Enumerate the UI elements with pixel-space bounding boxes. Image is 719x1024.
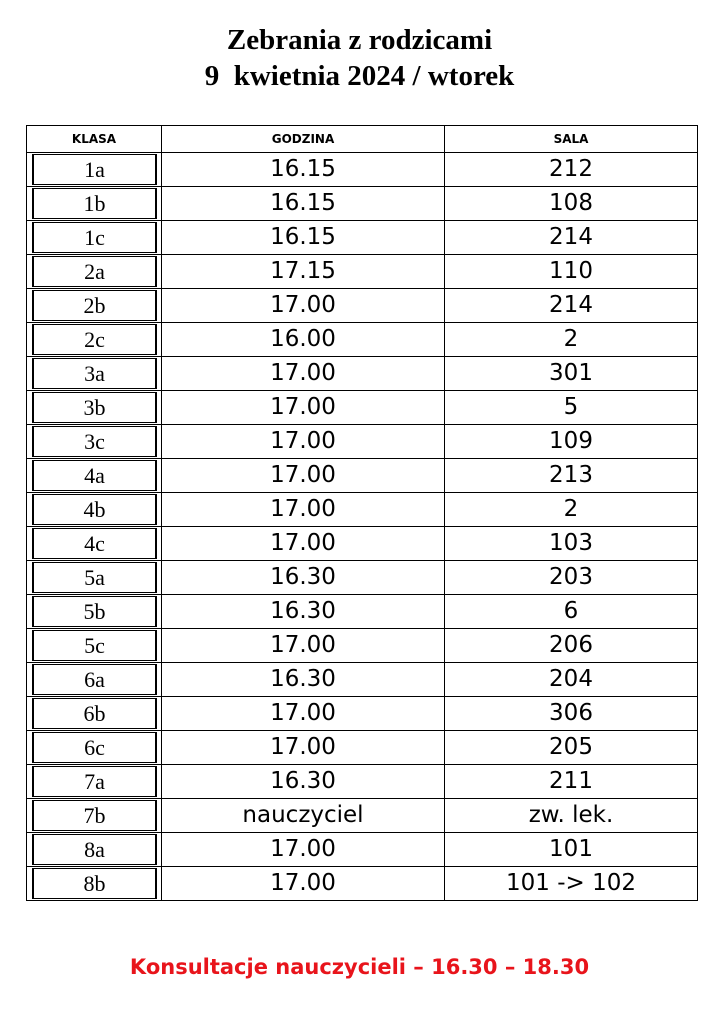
cell-sala: 213 xyxy=(445,459,698,493)
class-label: 1c xyxy=(32,222,157,253)
cell-klasa xyxy=(27,595,162,629)
cell-godzina: 16.00 xyxy=(162,323,445,357)
cell-klasa xyxy=(27,425,162,459)
class-label: 8b xyxy=(32,868,157,899)
cell-godzina: 17.00 xyxy=(162,867,445,901)
cell-godzina: 16.30 xyxy=(162,595,445,629)
cell-sala: 101 xyxy=(445,833,698,867)
cell-godzina: 17.15 xyxy=(162,255,445,289)
cell-klasa xyxy=(27,663,162,697)
class-label: 1a xyxy=(32,154,157,185)
cell-sala: 108 xyxy=(445,187,698,221)
table-row xyxy=(27,153,698,187)
cell-klasa xyxy=(27,629,162,663)
class-label: 2b xyxy=(32,290,157,321)
class-label: 1b xyxy=(32,188,157,219)
class-label: 5a xyxy=(32,562,157,593)
column-header-sala: SALA xyxy=(445,126,698,153)
table-row xyxy=(27,561,698,595)
cell-klasa xyxy=(27,833,162,867)
cell-sala: 109 xyxy=(445,425,698,459)
cell-sala: 206 xyxy=(445,629,698,663)
cell-sala: 2 xyxy=(445,493,698,527)
cell-godzina: 17.00 xyxy=(162,629,445,663)
class-label: 8a xyxy=(32,834,157,865)
table-row xyxy=(27,187,698,221)
cell-godzina: 17.00 xyxy=(162,697,445,731)
table-row xyxy=(27,697,698,731)
cell-klasa xyxy=(27,153,162,187)
class-label: 4a xyxy=(32,460,157,491)
cell-klasa xyxy=(27,493,162,527)
cell-sala: 306 xyxy=(445,697,698,731)
class-label: 2a xyxy=(32,256,157,287)
cell-sala: 2 xyxy=(445,323,698,357)
class-label: 5b xyxy=(32,596,157,627)
cell-godzina: 17.00 xyxy=(162,731,445,765)
cell-godzina: 16.15 xyxy=(162,153,445,187)
class-label: 7a xyxy=(32,766,157,797)
cell-godzina: 17.00 xyxy=(162,833,445,867)
schedule-body xyxy=(27,153,698,901)
cell-sala: 204 xyxy=(445,663,698,697)
class-label: 4b xyxy=(32,494,157,525)
cell-sala: 214 xyxy=(445,221,698,255)
table-row xyxy=(27,527,698,561)
class-label: 6c xyxy=(32,732,157,763)
cell-sala: 205 xyxy=(445,731,698,765)
cell-godzina: 17.00 xyxy=(162,493,445,527)
cell-sala: 110 xyxy=(445,255,698,289)
cell-klasa xyxy=(27,221,162,255)
table-header-row xyxy=(27,126,698,153)
cell-godzina: 16.15 xyxy=(162,187,445,221)
class-label: 4c xyxy=(32,528,157,559)
cell-godzina: 16.30 xyxy=(162,561,445,595)
table-row xyxy=(27,221,698,255)
cell-sala: zw. lek. xyxy=(445,799,698,833)
table-row xyxy=(27,289,698,323)
column-header-godzina: GODZINA xyxy=(162,126,445,153)
cell-sala: 301 xyxy=(445,357,698,391)
table-row xyxy=(27,731,698,765)
table-row xyxy=(27,459,698,493)
cell-godzina: 17.00 xyxy=(162,357,445,391)
cell-klasa xyxy=(27,323,162,357)
table-row xyxy=(27,595,698,629)
table-row xyxy=(27,493,698,527)
cell-sala: 6 xyxy=(445,595,698,629)
class-label: 7b xyxy=(32,800,157,831)
table-row xyxy=(27,323,698,357)
class-label: 3c xyxy=(32,426,157,457)
cell-klasa xyxy=(27,731,162,765)
table-row xyxy=(27,663,698,697)
class-label: 3a xyxy=(32,358,157,389)
cell-godzina: 16.15 xyxy=(162,221,445,255)
table-row xyxy=(27,255,698,289)
cell-godzina: 16.30 xyxy=(162,663,445,697)
cell-klasa xyxy=(27,799,162,833)
schedule-table xyxy=(26,125,698,901)
cell-sala: 203 xyxy=(445,561,698,595)
cell-sala: 103 xyxy=(445,527,698,561)
cell-sala: 5 xyxy=(445,391,698,425)
cell-godzina: 17.00 xyxy=(162,527,445,561)
class-label: 6b xyxy=(32,698,157,729)
cell-godzina: 17.00 xyxy=(162,391,445,425)
table-row xyxy=(27,391,698,425)
cell-klasa xyxy=(27,357,162,391)
cell-godzina: 17.00 xyxy=(162,289,445,323)
table-row xyxy=(27,867,698,901)
cell-klasa xyxy=(27,459,162,493)
cell-klasa xyxy=(27,527,162,561)
cell-klasa xyxy=(27,765,162,799)
column-header-klasa: KLASA xyxy=(27,126,162,153)
class-label: 3b xyxy=(32,392,157,423)
cell-klasa xyxy=(27,561,162,595)
class-label: 2c xyxy=(32,324,157,355)
class-label: 6a xyxy=(32,664,157,695)
title-line-2: 9 kwietnia 2024 / wtorek xyxy=(204,60,515,92)
cell-sala: 101 -> 102 xyxy=(445,867,698,901)
cell-sala: 212 xyxy=(445,153,698,187)
consultation-note: Konsultacje nauczycieli – 16.30 – 18.30 xyxy=(129,955,590,979)
cell-godzina: nauczyciel xyxy=(162,799,445,833)
cell-klasa xyxy=(27,289,162,323)
table-row xyxy=(27,765,698,799)
table-row xyxy=(27,799,698,833)
table-row xyxy=(27,357,698,391)
cell-klasa xyxy=(27,697,162,731)
cell-klasa xyxy=(27,187,162,221)
page-title xyxy=(0,22,719,94)
cell-godzina: 17.00 xyxy=(162,425,445,459)
title-line-1: Zebrania z rodzicami xyxy=(226,24,493,56)
cell-klasa xyxy=(27,867,162,901)
class-label: 5c xyxy=(32,630,157,661)
table-row xyxy=(27,629,698,663)
cell-godzina: 16.30 xyxy=(162,765,445,799)
table-row xyxy=(27,833,698,867)
cell-godzina: 17.00 xyxy=(162,459,445,493)
cell-klasa xyxy=(27,255,162,289)
table-row xyxy=(27,425,698,459)
cell-sala: 211 xyxy=(445,765,698,799)
cell-klasa xyxy=(27,391,162,425)
cell-sala: 214 xyxy=(445,289,698,323)
